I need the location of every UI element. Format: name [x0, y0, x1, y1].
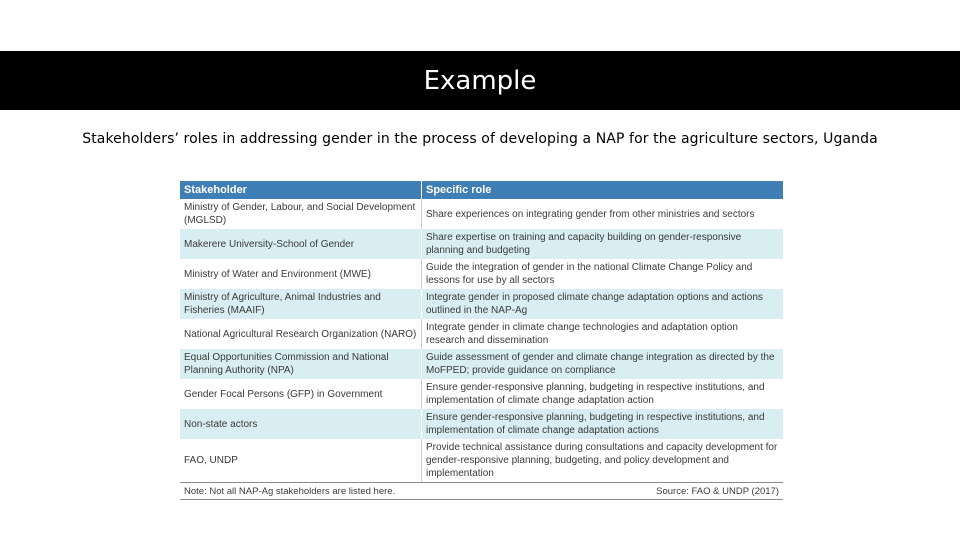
stakeholder-cell: Non-state actors: [180, 409, 422, 439]
role-cell: Ensure gender-responsive planning, budgeting in respective institutions, and implementation of climate change adaptation actions: [422, 409, 784, 439]
header-stakeholder: Stakeholder: [180, 181, 422, 199]
slide-title-bar: [0, 51, 960, 110]
table-row: [180, 379, 783, 409]
role-cell: Integrate gender in climate change technologies and adaptation option research and dissemination: [422, 319, 784, 349]
table-footer: [180, 482, 783, 500]
table-note: Note: Not all NAP-Ag stakeholders are listed here.: [184, 485, 396, 497]
table-row: [180, 439, 783, 482]
role-cell: Share expertise on training and capacity building on gender-responsive planning and budgeting: [422, 229, 784, 259]
table-row: [180, 319, 783, 349]
stakeholder-cell: Ministry of Water and Environment (MWE): [180, 259, 422, 289]
stakeholder-cell: FAO, UNDP: [180, 439, 422, 482]
header-specific-role: Specific role: [422, 181, 784, 199]
slide-title: Example: [423, 65, 537, 96]
stakeholder-cell: Makerere University-School of Gender: [180, 229, 422, 259]
table-header-row: [180, 181, 783, 199]
stakeholder-table-figure: [180, 181, 783, 500]
stakeholder-cell: Gender Focal Persons (GFP) in Government: [180, 379, 422, 409]
slide-subtitle: Stakeholders’ roles in addressing gender in the process of developing a NAP for the agriculture sectors, Uganda: [82, 131, 878, 147]
stakeholder-cell: National Agricultural Research Organization (NARO): [180, 319, 422, 349]
stakeholder-cell: Equal Opportunities Commission and National Planning Authority (NPA): [180, 349, 422, 379]
role-cell: Guide assessment of gender and climate change integration as directed by the MoFPED; provide guidance on compliance: [422, 349, 784, 379]
table-row: [180, 199, 783, 229]
role-cell: Guide the integration of gender in the national Climate Change Policy and lessons for use by all sectors: [422, 259, 784, 289]
role-cell: Integrate gender in proposed climate change adaptation options and actions outlined in the NAP-Ag: [422, 289, 784, 319]
role-cell: Provide technical assistance during consultations and capacity development for gender-responsive planning, budgeting, and policy development and implementation: [422, 439, 784, 482]
table-row: [180, 259, 783, 289]
stakeholder-table: [180, 181, 783, 482]
table-source: Source: FAO & UNDP (2017): [656, 485, 779, 497]
role-cell: Ensure gender-responsive planning, budgeting in respective institutions, and implementation of climate change adaptation action: [422, 379, 784, 409]
stakeholder-cell: Ministry of Agriculture, Animal Industries and Fisheries (MAAIF): [180, 289, 422, 319]
table-row: [180, 289, 783, 319]
table-row: [180, 409, 783, 439]
role-cell: Share experiences on integrating gender from other ministries and sectors: [422, 199, 784, 229]
table-row: [180, 229, 783, 259]
stakeholder-cell: Ministry of Gender, Labour, and Social Development (MGLSD): [180, 199, 422, 229]
table-row: [180, 349, 783, 379]
